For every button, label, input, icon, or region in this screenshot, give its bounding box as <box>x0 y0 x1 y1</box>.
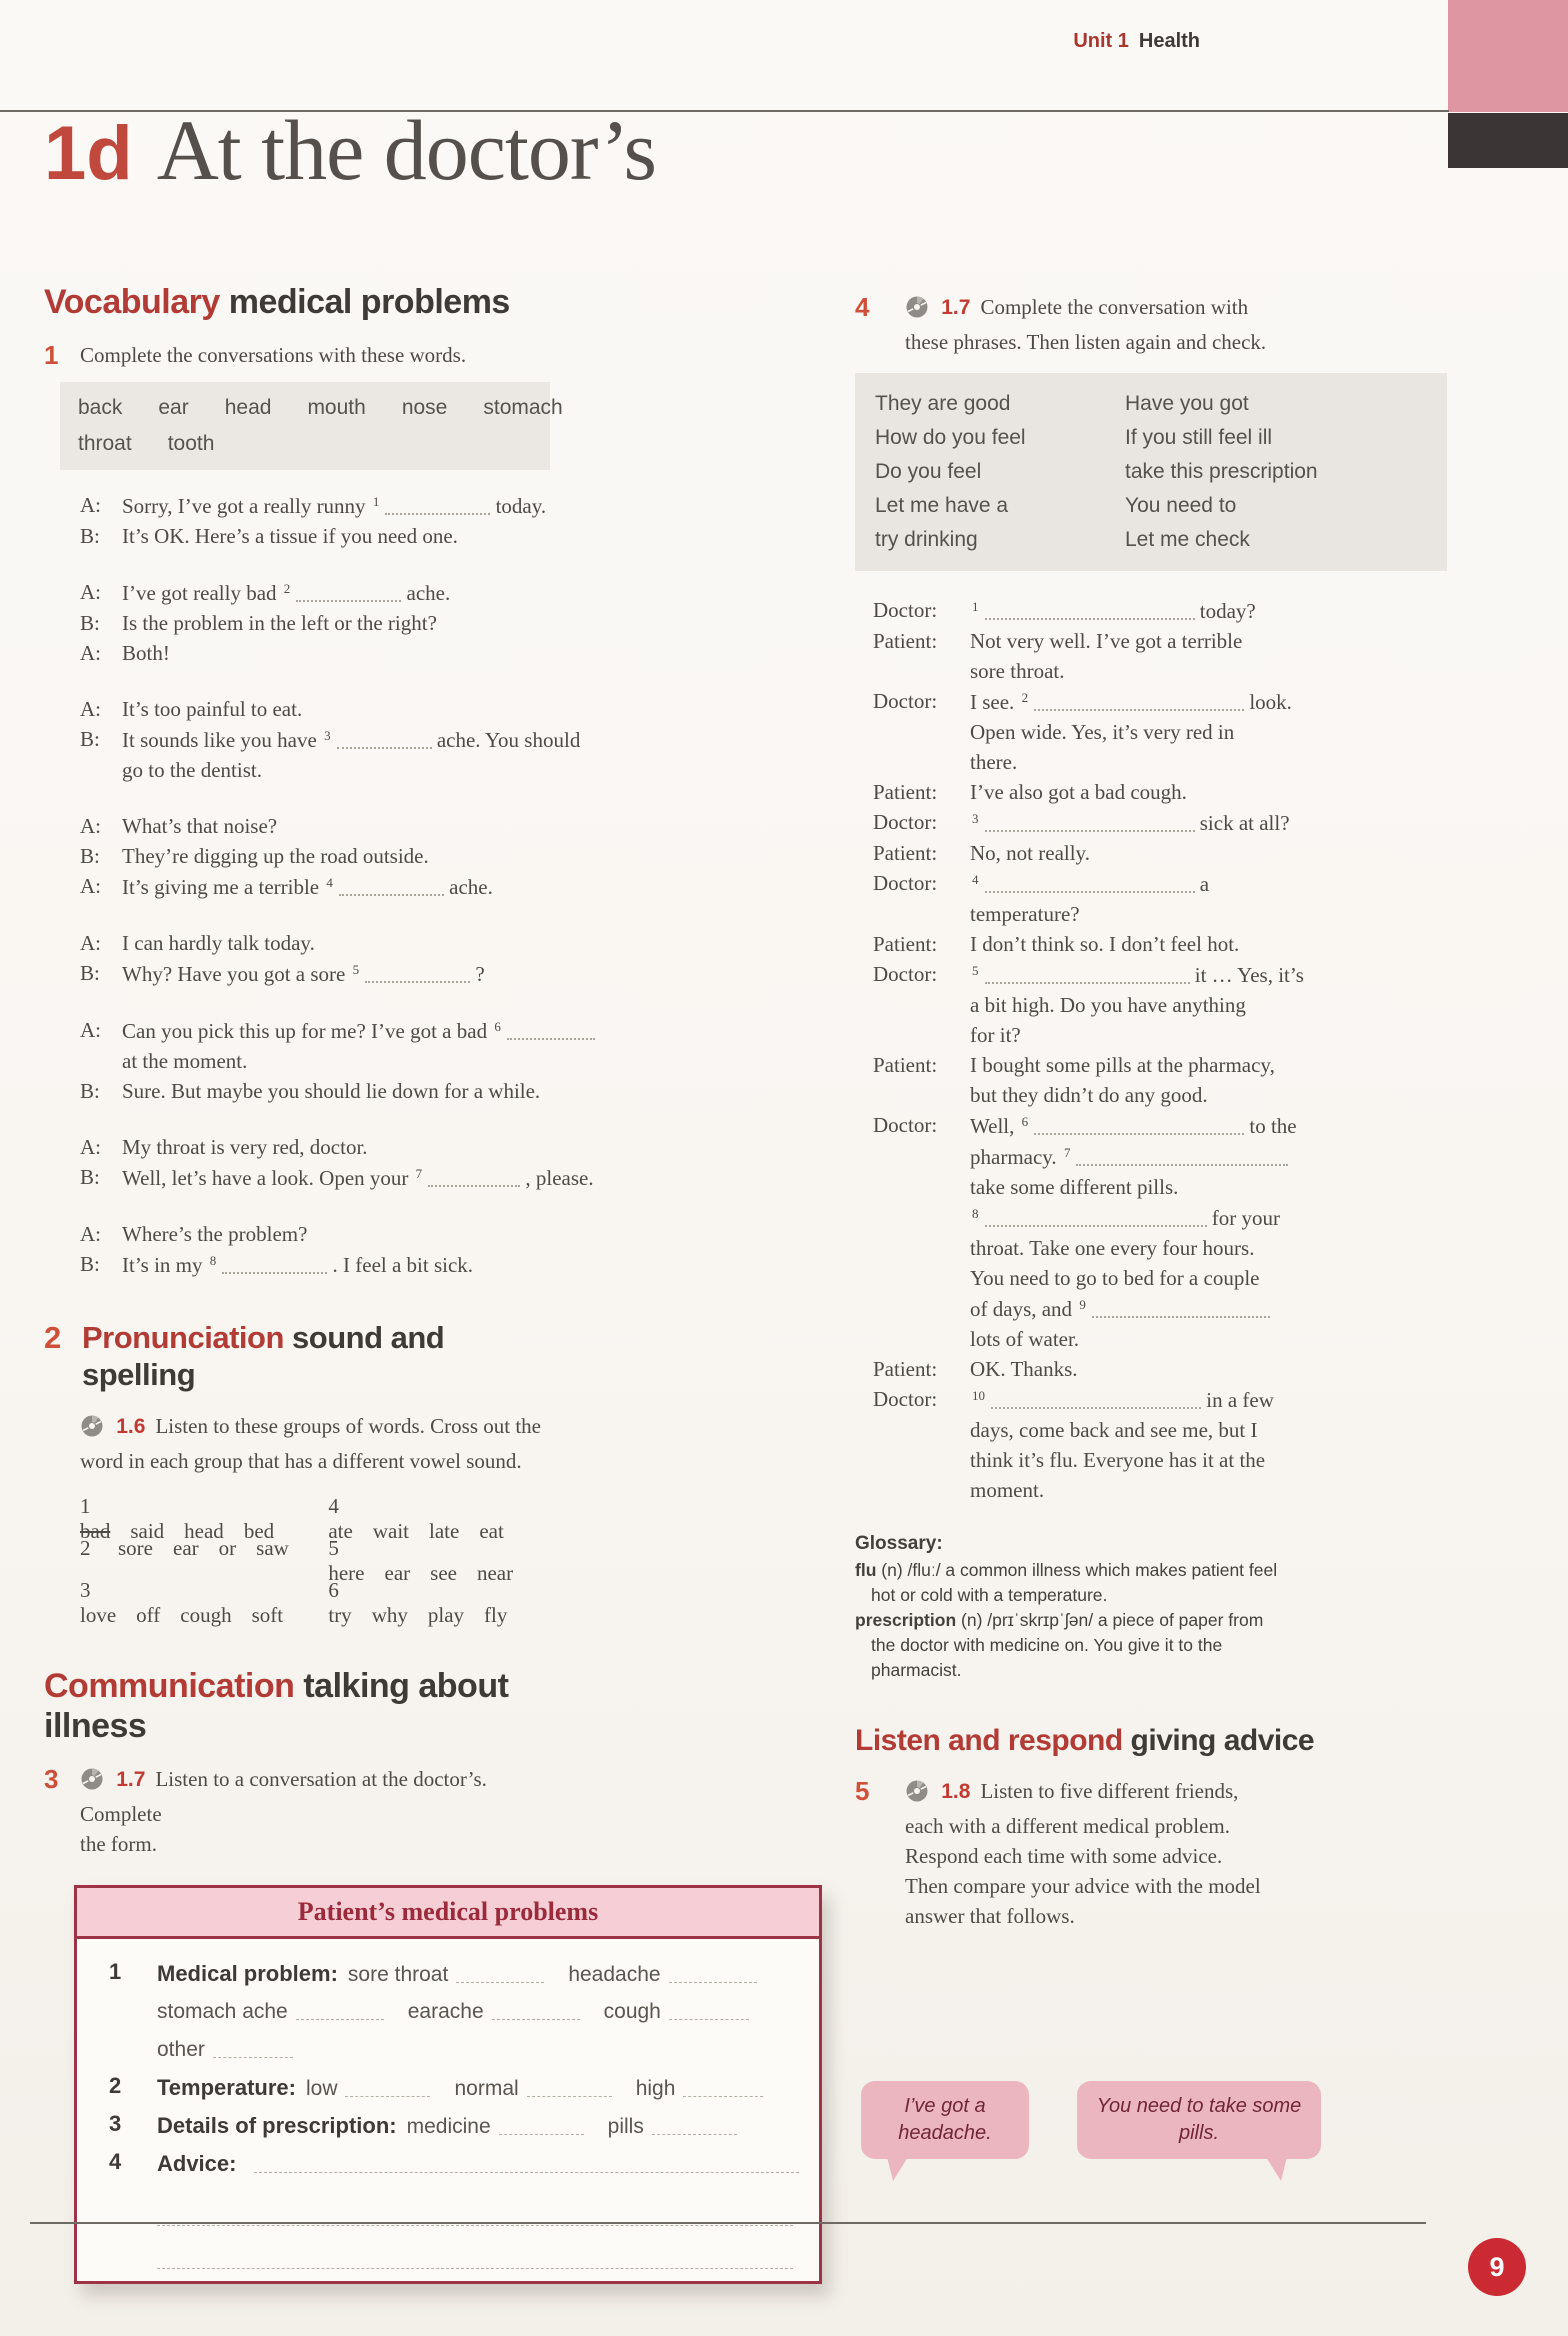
speaker-label: A: <box>80 580 101 605</box>
blank-number: 4 <box>972 872 979 887</box>
dialogue-line: A: It’s too painful to eat. <box>80 694 550 724</box>
patient-form-body <box>77 1939 819 2281</box>
audio-cd-icon <box>80 1414 104 1446</box>
answer-blank <box>991 1386 1201 1409</box>
answer-blank <box>385 492 490 515</box>
word-box-word: back <box>78 396 123 420</box>
audio-track-number: 1.7 <box>116 1768 146 1792</box>
answer-blank <box>157 2226 793 2269</box>
word-box-word: head <box>224 396 272 420</box>
page-number-badge: 9 <box>1468 2238 1526 2296</box>
section-heading-listen-respond: Listen and respond giving advice <box>855 1724 1315 1757</box>
dialogue-line: Patient: I’ve also got a bad cough. <box>855 777 1447 807</box>
pronunciation-word-groups <box>80 1494 550 1628</box>
group-word: ate <box>328 1519 353 1544</box>
group-word: wait <box>372 1519 409 1544</box>
audio-track-number: 1.8 <box>941 1780 971 1804</box>
answer-blank <box>339 873 444 896</box>
group-word: head <box>184 1519 224 1544</box>
speaker-label: Doctor: <box>873 689 938 713</box>
speaker-label: A: <box>80 931 101 956</box>
speaker-label: Doctor: <box>873 1387 938 1411</box>
answer-blank <box>345 2075 430 2097</box>
dialogue-line: A: Can you pick this up for me? I’ve got a bad $^6$ at the moment. <box>80 1015 550 1076</box>
group-word: see <box>430 1561 457 1586</box>
answer-blank <box>296 579 401 602</box>
dialogue-line: Doctor: Well, $^6$ to the pharmacy. $^7$ take some different pills. $^8$ for your throat. Take one every four hours. You need to go to bed for a couple of days, and $^9$ lots of water. <box>855 1110 1447 1354</box>
footer-rule <box>30 2222 1426 2224</box>
dialogue-line: Patient: OK. Thanks. <box>855 1354 1447 1384</box>
blank-number: 1 <box>972 599 979 614</box>
dialogue-line: Doctor: $^5$ it … Yes, it’s a bit high. Do you have anything for it? <box>855 959 1447 1050</box>
left-column <box>44 282 676 2284</box>
exercise-1-dialogues <box>80 490 594 1280</box>
group-word: why <box>371 1603 408 1628</box>
doctor-patient-conversation <box>855 595 1447 1505</box>
phrase-item: How do you feel <box>875 426 1026 449</box>
glossary-term: prescription <box>855 1610 957 1630</box>
dialogue-line: Doctor: $^3$ sick at all? <box>855 807 1447 838</box>
speaker-label: Doctor: <box>873 810 938 834</box>
answer-blank <box>683 2075 763 2097</box>
dialogue-line: Patient: No, not really. <box>855 838 1447 868</box>
speaker-label: Doctor: <box>873 598 938 622</box>
speaker-label: B: <box>80 1252 100 1277</box>
answer-blank <box>669 1998 749 2020</box>
speaker-label: B: <box>80 844 100 869</box>
group-word: or <box>218 1536 237 1561</box>
speaker-label: Patient: <box>873 841 938 865</box>
dialogue-line: B: Well, let’s have a look. Open your $^7$ , please. <box>80 1162 550 1193</box>
form-row: 3 Details of prescription: medicine pills <box>105 2107 793 2145</box>
blank-number: 7 <box>1063 1145 1071 1160</box>
form-row <box>105 2145 793 2183</box>
blank-number: 6 <box>494 1019 501 1035</box>
blank-number: 5 <box>972 963 979 978</box>
dialogue <box>80 1015 550 1106</box>
dialogue-line: Patient: Not very well. I’ve got a terrible sore throat. <box>855 626 1447 686</box>
dialogue-line: B: It’s OK. Here’s a tissue if you need one. <box>80 521 550 551</box>
form-field-label: Details of prescription: <box>157 2113 397 2139</box>
group-word: cough <box>180 1603 232 1628</box>
word-box-word: tooth <box>167 432 215 456</box>
glossary-label: Glossary: <box>855 1533 943 1554</box>
answer-blank <box>296 1998 384 2020</box>
phrase-box <box>855 373 1447 571</box>
exercise-4 <box>855 292 1447 357</box>
answer-blank <box>1076 1143 1288 1166</box>
dialogue <box>80 811 550 902</box>
group-word: soft <box>251 1603 284 1628</box>
dialogue-line: A: I’ve got really bad $^2$ ache. <box>80 577 550 608</box>
glossary-entry: prescription (n) /prɪˈskrɪpˈʃən/ a piece of paper from the doctor with medicine on. You give it to the pharmacist. <box>855 1610 1264 1680</box>
exercise-4-instruction: 1.7 Complete the conversation with these phrases. Then listen again and check. <box>905 295 1267 354</box>
dialogue-line: B: Why? Have you got a sore $^5$ ? <box>80 958 550 989</box>
answer-blank <box>652 2113 737 2135</box>
exercise-3-instruction: 1.7 Listen to a conversation at the doctor’s. Complete the form. <box>80 1767 487 1857</box>
blank-number: 4 <box>326 875 333 891</box>
dialogue-line: A: Where’s the problem? <box>80 1219 550 1249</box>
blank-number: 7 <box>415 1166 423 1182</box>
dialogue-line: Patient: I don’t think so. I don’t feel hot. <box>855 929 1447 959</box>
phrase-item: take this prescription <box>1125 460 1318 483</box>
blank-number: 6 <box>1021 1114 1029 1129</box>
speaker-label: Patient: <box>873 780 938 804</box>
answer-blank <box>213 2036 293 2058</box>
answer-blank <box>365 960 470 983</box>
answer-blank <box>428 1164 520 1187</box>
dialogue <box>80 694 581 785</box>
section-heading-pronunciation: 2 Pronunciation sound and spelling <box>44 1320 445 1392</box>
glossary-term: flu <box>855 1560 877 1580</box>
speaker-label: B: <box>80 524 100 549</box>
pronunciation-group <box>80 1536 328 1578</box>
section-heading-vocabulary: Vocabulary medical problems <box>44 283 510 321</box>
unit-label: Unit 1 <box>1073 30 1129 52</box>
dialogue-line: A: Both! <box>80 638 550 668</box>
form-field-label: Advice: <box>157 2151 237 2177</box>
lesson-title <box>44 100 656 200</box>
group-word: here <box>328 1561 365 1586</box>
speaker-label: Patient: <box>873 1053 938 1077</box>
speaker-label: Doctor: <box>873 1113 938 1137</box>
answer-blank <box>1034 1112 1244 1135</box>
answer-blank <box>499 2113 584 2135</box>
group-word: near <box>476 1561 514 1586</box>
form-row-number: 4 <box>109 2149 122 2175</box>
exercise-2-instruction: 1.6 Listen to these groups of words. Cross out the word in each group that has a different vowel sound. <box>80 1414 541 1474</box>
unit-header <box>840 30 1200 53</box>
speaker-label: Patient: <box>873 932 938 956</box>
audio-track-number: 1.7 <box>941 296 971 319</box>
patient-form-title: Patient’s medical problems <box>77 1888 819 1939</box>
group-word: try <box>328 1603 352 1628</box>
dialogue-line: A: It’s giving me a terrible $^4$ ache. <box>80 871 550 902</box>
dialogue <box>80 928 550 989</box>
form-row-number: 2 <box>109 2073 122 2099</box>
word-box-word: nose <box>401 396 448 420</box>
answer-blank <box>985 809 1195 832</box>
answer-blank <box>1034 688 1244 711</box>
blank-number: 8 <box>972 1206 979 1221</box>
answer-blank <box>985 961 1190 984</box>
dialogue-line: Doctor: $^4$ a temperature? <box>855 868 1447 929</box>
word-box-word: stomach <box>483 396 563 420</box>
group-word: off <box>136 1603 161 1628</box>
dialogue-line: B: They’re digging up the road outside. <box>80 841 550 871</box>
audio-track-number: 1.6 <box>116 1415 146 1439</box>
group-number: 2 <box>80 1536 91 1561</box>
speaker-label: A: <box>80 874 101 899</box>
speaker-label: Doctor: <box>873 962 938 986</box>
speaker-label: Doctor: <box>873 871 938 895</box>
exercise-1-number: 1 <box>44 340 59 371</box>
form-row-number: 1 <box>109 1959 122 1985</box>
speech-bubble: I’ve got a headache. <box>861 2081 1029 2159</box>
group-word: saw <box>256 1536 289 1561</box>
glossary <box>855 1531 1447 1683</box>
dialogue-line: B: It’s in my $^8$ . I feel a bit sick. <box>80 1249 550 1280</box>
word-box-word: mouth <box>307 396 366 420</box>
phrase-item: Have you got <box>1125 392 1249 415</box>
group-number: 1 <box>80 1494 91 1519</box>
dialogue-line: Patient: I bought some pills at the pharmacy, but they didn’t do any good. <box>855 1050 1447 1110</box>
exercise-5-number: 5 <box>855 1776 870 1807</box>
corner-dark-block <box>1448 113 1568 168</box>
word-box-word: throat <box>78 432 132 456</box>
word-box-word: ear <box>158 396 189 420</box>
exercise-1-instruction: Complete the conversations with these words. <box>80 343 467 368</box>
group-number: 4 <box>328 1494 339 1519</box>
dialogue <box>80 1132 594 1193</box>
exercise-1 <box>44 340 594 1280</box>
speaker-label: A: <box>80 1135 101 1160</box>
answer-blank <box>337 726 432 749</box>
phrase-item: You need to <box>1125 494 1237 517</box>
speech-bubbles <box>855 2081 1447 2211</box>
dialogue-line: B: Is the problem in the left or the right? <box>80 608 550 638</box>
speaker-label: A: <box>80 814 101 839</box>
group-number: 3 <box>80 1578 91 1603</box>
exercise-3-number: 3 <box>44 1764 59 1795</box>
audio-cd-icon <box>80 1767 104 1799</box>
dialogue <box>80 490 550 551</box>
speaker-label: Patient: <box>873 1357 938 1381</box>
phrase-item: They are good <box>875 392 1011 415</box>
group-number: 5 <box>328 1536 339 1561</box>
exercise-4-number: 4 <box>855 292 870 322</box>
speaker-label: A: <box>80 1018 101 1043</box>
lesson-code: 1d <box>44 111 133 196</box>
group-word: ear <box>173 1536 199 1561</box>
exercise-3 <box>44 1764 550 1859</box>
blank-number: 10 <box>972 1388 985 1403</box>
answer-blank <box>985 1204 1207 1227</box>
unit-subject: Health <box>1138 30 1200 52</box>
group-word: said <box>130 1519 165 1544</box>
blank-number: 8 <box>209 1253 217 1269</box>
form-field-label: Medical problem: <box>157 1961 338 1987</box>
speaker-label: B: <box>80 1079 100 1104</box>
answer-blank <box>157 2183 793 2226</box>
speaker-label: B: <box>80 727 100 752</box>
group-word: love <box>80 1603 117 1628</box>
speaker-label: Patient: <box>873 629 938 653</box>
blank-number: 1 <box>372 494 380 510</box>
answer-blank <box>985 597 1195 620</box>
audio-cd-icon <box>905 1779 929 1811</box>
form-field-label: Temperature: <box>157 2075 296 2101</box>
exercise-5 <box>855 1776 1447 1931</box>
group-word: late <box>429 1519 460 1544</box>
dialogue-line: B: Sure. But maybe you should lie down for a while. <box>80 1076 550 1106</box>
answer-blank <box>527 2075 612 2097</box>
answer-blank <box>1092 1295 1270 1318</box>
group-word: bed <box>243 1519 275 1544</box>
answer-blank <box>507 1017 595 1040</box>
form-row: 2 Temperature: low normal high <box>105 2069 793 2107</box>
phrase-item: Let me have a <box>875 494 1009 517</box>
answer-blank <box>456 1961 544 1983</box>
form-row-number: 3 <box>109 2111 122 2137</box>
glossary-entry: flu (n) /fluː/ a common illness which makes patient feel hot or cold with a temperature. <box>855 1560 1278 1605</box>
group-word: sore <box>118 1536 153 1561</box>
answer-blank <box>669 1961 757 1983</box>
section-heading-communication: Communication talking about illness <box>44 1667 509 1746</box>
speaker-label: B: <box>80 1165 100 1190</box>
blank-number: 2 <box>283 581 291 597</box>
blank-number: 9 <box>1079 1297 1086 1312</box>
group-word: ear <box>384 1561 411 1586</box>
dialogue <box>80 1219 550 1280</box>
lesson-name: At the doctor’s <box>156 102 657 198</box>
phrase-item: Let me check <box>1125 528 1250 551</box>
dialogue-line: A: Sorry, I’ve got a really runny $^1$ today. <box>80 490 550 521</box>
group-word: eat <box>479 1519 504 1544</box>
dialogue-line: A: What’s that noise? <box>80 811 550 841</box>
group-word: play <box>427 1603 465 1628</box>
dialogue <box>80 577 550 668</box>
form-row: 1 Medical problem: sore throat headache stomach ache earache cough other <box>105 1955 793 2069</box>
speech-bubble: You need to take some pills. <box>1077 2081 1321 2159</box>
exercise-2 <box>44 1411 550 1628</box>
speaker-label: B: <box>80 961 100 986</box>
speaker-label: A: <box>80 641 101 666</box>
dialogue-line: B: It sounds like you have $^3$ ache. You should go to the dentist. <box>80 724 550 785</box>
group-word: fly <box>484 1603 508 1628</box>
right-column <box>855 292 1447 2211</box>
answer-blank <box>492 1998 580 2020</box>
phrase-item: If you still feel ill <box>1125 426 1273 449</box>
pronunciation-group <box>80 1578 328 1628</box>
answer-blank <box>222 1251 327 1274</box>
answer-blank <box>985 870 1195 893</box>
speaker-label: A: <box>80 1222 101 1247</box>
group-number: 6 <box>328 1578 339 1603</box>
exercise-2-number: 2 <box>44 1320 61 1356</box>
pronunciation-group <box>328 1494 550 1544</box>
exercise-5-instruction: 1.8 Listen to five different friends, each with a different medical problem. Respond each time with some advice. Then compare your advice with the model answer that follows. <box>905 1779 1261 1929</box>
speaker-label: A: <box>80 493 101 518</box>
dialogue-line: Doctor: $^{10}$ in a few days, come back and see me, but I think it’s flu. Everyone has it at the moment. <box>855 1384 1447 1505</box>
speaker-label: B: <box>80 611 100 636</box>
patient-form <box>74 1885 822 2284</box>
corner-pink-block <box>1448 0 1568 112</box>
dialogue-line: Doctor: $^1$ today? <box>855 595 1447 626</box>
blank-number: 2 <box>1021 690 1029 705</box>
blank-number: 3 <box>972 811 979 826</box>
speaker-label: A: <box>80 697 101 722</box>
phrase-item: Do you feel <box>875 460 982 483</box>
word-box <box>60 382 563 470</box>
blank-number: 5 <box>352 962 360 978</box>
pronunciation-group <box>80 1494 328 1544</box>
answer-blank <box>254 2151 799 2173</box>
dialogue-line: A: I can hardly talk today. <box>80 928 550 958</box>
dialogue-line: Doctor: I see. $^2$ look. Open wide. Yes, it’s very red in there. <box>855 686 1447 777</box>
audio-cd-icon <box>905 295 929 327</box>
group-word: bad <box>80 1519 111 1544</box>
phrase-item: try drinking <box>875 528 978 551</box>
blank-number: 3 <box>324 728 331 744</box>
dialogue-line: A: My throat is very red, doctor. <box>80 1132 550 1162</box>
